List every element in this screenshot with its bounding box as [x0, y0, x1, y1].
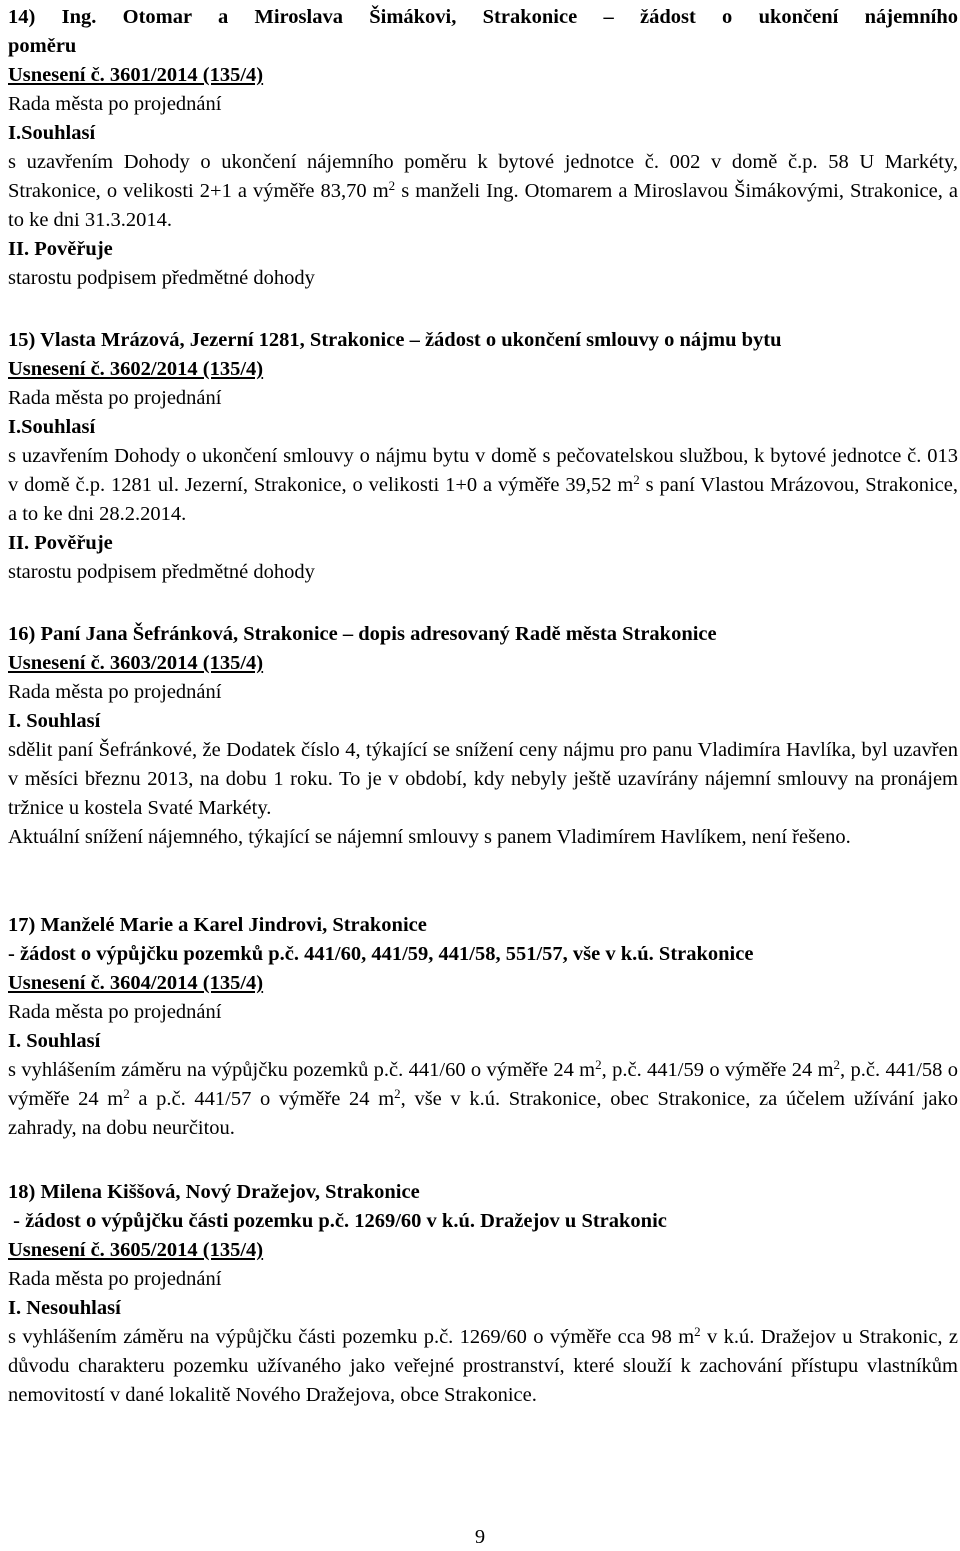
point-text-part: s vyhlášením záměru na výpůjčku části pozemku p.č. 1269/60 o výměře cca 98 m [8, 1326, 695, 1348]
point-label-authorizes: II. Pověřuje [8, 532, 113, 554]
section-heading: 18) Milena Kiššová, Nový Dražejov, Strakonice [8, 1181, 420, 1203]
council-line: Rada města po projednání [8, 93, 222, 115]
point-text-part: , p.č. 441/59 o výměře 24 m [601, 1059, 834, 1081]
section-heading: 15) Vlasta Mrázová, Jezerní 1281, Strakonice – žádost o ukončení smlouvy o nájmu bytu [8, 329, 782, 351]
point-text: sdělit paní Šefránkové, že Dodatek číslo 4, týkající se snížení ceny nájmu pro panu Vladimíra Havlíka, byl uzavřen v měsíci březnu 2013, na dobu 1 roku. To je v období, kdy nebyly ještě uzavírány nájemní smlouvy na pronájem tržnice u kostela Svaté Markéty. [8, 739, 958, 819]
resolution-number: Usnesení č. 3603/2014 (135/4) [8, 652, 264, 674]
note-text: Aktuální snížení nájemného, týkající se nájemní smlouvy s panem Vladimírem Havlíkem, není řešeno. [8, 826, 851, 848]
section-14 [8, 3, 958, 293]
section-heading: 16) Paní Jana Šefránková, Strakonice – dopis adresovaný Radě města Strakonice [8, 623, 717, 645]
section-heading-continued: - žádost o výpůjčku pozemků p.č. 441/60, 441/59, 441/58, 551/57, vše v k.ú. Strakonice [8, 943, 754, 965]
superscript: 2 [394, 1086, 401, 1101]
superscript: 2 [388, 178, 396, 193]
section-17 [8, 911, 958, 1143]
section-heading: 17) Manželé Marie a Karel Jindrovi, Strakonice [8, 914, 427, 936]
page-number: 9 [474, 1526, 486, 1548]
point-text-part: v k.ú. Dražejov u Strakonic, z důvodu charakteru pozemku užívaného jako veřejné prostranství, které slouží k zachování přístupu vlastníkům nemovitostí v dané lokalitě Nového Dražejova, obce Strakonice. [8, 1326, 959, 1406]
superscript: 2 [694, 1324, 701, 1339]
section-15 [8, 326, 958, 587]
superscript: 2 [595, 1057, 602, 1072]
section-16 [8, 620, 958, 852]
point-text [8, 1056, 958, 1143]
point-text-part: s uzavřením Dohody o ukončení smlouvy o nájmu bytu v domě s pečovatelskou službou, k bytové jednotce č. 013 v domě č.p. 1281 ul. Jezerní, Strakonice, o velikosti 1+0 a výměře 39,52 m [8, 445, 958, 496]
point-text-part: , vše v k.ú. Strakonice, obec Strakonice, za účelem užívání jako zahrady, na dobu neurčitou. [8, 1088, 958, 1139]
point-text: starostu podpisem předmětné dohody [8, 267, 315, 289]
resolution-number: Usnesení č. 3604/2014 (135/4) [8, 972, 264, 994]
council-line: Rada města po projednání [8, 681, 222, 703]
point-label-authorizes: II. Pověřuje [8, 238, 113, 260]
resolution-number: Usnesení č. 3605/2014 (135/4) [8, 1239, 264, 1261]
section-heading: 14) Ing. Otomar a Miroslava Šimákovi, Strakonice – žádost o ukončení nájemního [8, 6, 958, 28]
council-line: Rada města po projednání [8, 387, 222, 409]
point-text-part: s uzavřením Dohody o ukončení nájemního poměru k bytové jednotce č. 002 v domě č.p. 58 U Markéty, Strakonice, o velikosti 2+1 a výměře 83,70 m [8, 151, 958, 202]
point-label-agrees: I.Souhlasí [8, 122, 96, 144]
point-label-agrees: I.Souhlasí [8, 416, 96, 438]
point-text [8, 1323, 958, 1410]
superscript: 2 [833, 1057, 841, 1072]
resolution-number: Usnesení č. 3601/2014 (135/4) [8, 64, 264, 86]
resolution-number: Usnesení č. 3602/2014 (135/4) [8, 358, 264, 380]
point-label-disagrees: I. Nesouhlasí [8, 1297, 121, 1319]
council-line: Rada města po projednání [8, 1001, 222, 1023]
section-heading-continued: - žádost o výpůjčku části pozemku p.č. 1269/60 v k.ú. Dražejov u Strakonic [8, 1210, 667, 1232]
point-text-part: s manželi Ing. Otomarem a Miroslavou Šimákovými, Strakonice, a to ke dni 31.3.2014. [8, 180, 958, 231]
superscript: 2 [633, 472, 640, 487]
point-label-agrees: I. Souhlasí [8, 1030, 101, 1052]
superscript: 2 [123, 1086, 130, 1101]
point-text: starostu podpisem předmětné dohody [8, 561, 315, 583]
point-label-agrees: I. Souhlasí [8, 710, 101, 732]
point-text-part: , p.č. 441/58 o výměře 24 m [8, 1059, 959, 1110]
point-text-part: s paní Vlastou Mrázovou, Strakonice, a to ke dni 28.2.2014. [8, 474, 958, 525]
point-text [8, 442, 958, 529]
point-text [8, 148, 958, 235]
point-text-part: s vyhlášením záměru na výpůjčku pozemků p.č. 441/60 o výměře 24 m [8, 1059, 596, 1081]
council-line: Rada města po projednání [8, 1268, 222, 1290]
section-18 [8, 1178, 958, 1410]
section-heading-continued: poměru [8, 35, 77, 57]
point-text-part: a p.č. 441/57 o výměře 24 m [129, 1088, 395, 1110]
